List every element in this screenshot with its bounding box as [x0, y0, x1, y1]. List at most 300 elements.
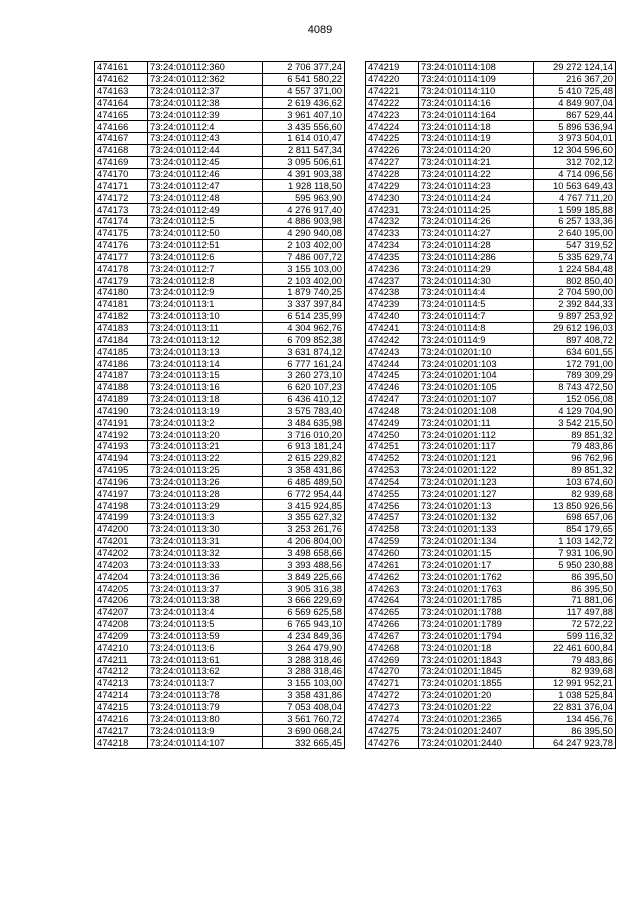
cadastral-number-cell: 73:24:010113:31: [148, 535, 263, 547]
cadastral-number-cell: 73:24:010114:23: [419, 180, 534, 192]
cadastral-number-cell: 73:24:010113:20: [148, 429, 263, 441]
cadastral-number-cell: 73:24:010113:36: [148, 571, 263, 583]
cadastral-number-cell: 73:24:010201:1845: [419, 666, 534, 678]
cadastral-value-cell: 6 913 181,24: [263, 441, 345, 453]
cadastral-value-cell: 5 410 725,48: [534, 85, 616, 97]
table-row: [366, 180, 616, 192]
cadastral-number-cell: 73:24:010112:46: [148, 168, 263, 180]
register-table-right-body: [366, 62, 616, 749]
cadastral-value-cell: 4 234 849,36: [263, 630, 345, 642]
cadastral-value-cell: 802 850,40: [534, 275, 616, 287]
table-row: [95, 666, 345, 678]
table-row: [95, 677, 345, 689]
cadastral-number-cell: 73:24:010201:1843: [419, 654, 534, 666]
cadastral-value-cell: 3 355 627,32: [263, 512, 345, 524]
cadastral-number-cell: 73:24:010201:1789: [419, 618, 534, 630]
row-number-cell: 474194: [95, 452, 148, 464]
table-row: [95, 239, 345, 251]
table-row: [95, 535, 345, 547]
row-number-cell: 474271: [366, 677, 419, 689]
cadastral-value-cell: 3 716 010,20: [263, 429, 345, 441]
table-row: [366, 642, 616, 654]
cadastral-number-cell: 73:24:010112:49: [148, 204, 263, 216]
row-number-cell: 474188: [95, 381, 148, 393]
table-row: [366, 192, 616, 204]
row-number-cell: 474238: [366, 287, 419, 299]
cadastral-value-cell: 3 288 318,46: [263, 666, 345, 678]
cadastral-number-cell: 73:24:010201:2440: [419, 737, 534, 749]
cadastral-value-cell: 1 614 010,47: [263, 133, 345, 145]
table-row: [95, 500, 345, 512]
cadastral-value-cell: 3 260 273,10: [263, 369, 345, 381]
cadastral-value-cell: 3 358 431,86: [263, 464, 345, 476]
table-row: [95, 381, 345, 393]
row-number-cell: 474212: [95, 666, 148, 678]
cadastral-number-cell: 73:24:010113:4: [148, 606, 263, 618]
cadastral-number-cell: 73:24:010113:38: [148, 594, 263, 606]
cadastral-value-cell: 3 575 783,40: [263, 405, 345, 417]
cadastral-value-cell: 2 615 229,82: [263, 452, 345, 464]
cadastral-value-cell: 3 358 431,86: [263, 689, 345, 701]
row-number-cell: 474174: [95, 215, 148, 227]
cadastral-number-cell: 73:24:010201:121: [419, 452, 534, 464]
row-number-cell: 474246: [366, 381, 419, 393]
table-row: [95, 476, 345, 488]
row-number-cell: 474204: [95, 571, 148, 583]
table-row: [366, 689, 616, 701]
cadastral-value-cell: 2 392 844,33: [534, 298, 616, 310]
cadastral-value-cell: 2 619 436,62: [263, 97, 345, 109]
cadastral-value-cell: 82 939,68: [534, 488, 616, 500]
row-number-cell: 474176: [95, 239, 148, 251]
cadastral-number-cell: 73:24:010201:112: [419, 429, 534, 441]
row-number-cell: 474206: [95, 594, 148, 606]
row-number-cell: 474170: [95, 168, 148, 180]
table-row: [95, 144, 345, 156]
row-number-cell: 474219: [366, 62, 419, 74]
table-row: [95, 654, 345, 666]
cadastral-number-cell: 73:24:010201:117: [419, 441, 534, 453]
table-row: [95, 405, 345, 417]
cadastral-value-cell: 4 304 962,76: [263, 322, 345, 334]
cadastral-value-cell: 6 257 133,36: [534, 215, 616, 227]
table-row: [366, 452, 616, 464]
table-row: [95, 630, 345, 642]
cadastral-value-cell: 3 288 318,46: [263, 654, 345, 666]
table-row: [95, 298, 345, 310]
table-row: [366, 168, 616, 180]
row-number-cell: 474223: [366, 109, 419, 121]
table-row: [95, 133, 345, 145]
cadastral-value-cell: 86 395,50: [534, 583, 616, 595]
row-number-cell: 474213: [95, 677, 148, 689]
cadastral-number-cell: 73:24:010114:20: [419, 144, 534, 156]
cadastral-value-cell: 3 337 397,84: [263, 298, 345, 310]
cadastral-value-cell: 3 498 658,66: [263, 547, 345, 559]
row-number-cell: 474250: [366, 429, 419, 441]
cadastral-number-cell: 73:24:010114:29: [419, 263, 534, 275]
cadastral-value-cell: 4 206 804,00: [263, 535, 345, 547]
row-number-cell: 474216: [95, 713, 148, 725]
cadastral-value-cell: 867 529,44: [534, 109, 616, 121]
cadastral-value-cell: 6 436 410,12: [263, 393, 345, 405]
row-number-cell: 474161: [95, 62, 148, 74]
cadastral-number-cell: 73:24:010114:22: [419, 168, 534, 180]
cadastral-value-cell: 3 095 506,61: [263, 156, 345, 168]
cadastral-number-cell: 73:24:010113:16: [148, 381, 263, 393]
row-number-cell: 474260: [366, 547, 419, 559]
cadastral-number-cell: 73:24:010114:4: [419, 287, 534, 299]
cadastral-number-cell: 73:24:010113:25: [148, 464, 263, 476]
table-row: [95, 594, 345, 606]
table-row: [366, 559, 616, 571]
cadastral-number-cell: 73:24:010112:7: [148, 263, 263, 275]
cadastral-number-cell: 73:24:010113:18: [148, 393, 263, 405]
cadastral-number-cell: 73:24:010113:61: [148, 654, 263, 666]
table-row: [366, 701, 616, 713]
cadastral-value-cell: 2 704 590,00: [534, 287, 616, 299]
table-row: [366, 606, 616, 618]
table-row: [366, 227, 616, 239]
table-row: [95, 263, 345, 275]
cadastral-number-cell: 73:24:010112:362: [148, 73, 263, 85]
cadastral-number-cell: 73:24:010113:30: [148, 523, 263, 535]
row-number-cell: 474263: [366, 583, 419, 595]
row-number-cell: 474243: [366, 346, 419, 358]
row-number-cell: 474268: [366, 642, 419, 654]
cadastral-value-cell: 4 557 371,00: [263, 85, 345, 97]
row-number-cell: 474240: [366, 310, 419, 322]
cadastral-value-cell: 96 762,96: [534, 452, 616, 464]
row-number-cell: 474276: [366, 737, 419, 749]
cadastral-value-cell: 2 811 547,34: [263, 144, 345, 156]
cadastral-value-cell: 3 542 215,50: [534, 417, 616, 429]
table-row: [366, 369, 616, 381]
cadastral-value-cell: 134 456,76: [534, 713, 616, 725]
row-number-cell: 474183: [95, 322, 148, 334]
row-number-cell: 474186: [95, 358, 148, 370]
row-number-cell: 474244: [366, 358, 419, 370]
cadastral-value-cell: 12 304 596,60: [534, 144, 616, 156]
cadastral-number-cell: 73:24:010113:1: [148, 298, 263, 310]
cadastral-value-cell: 172 791,00: [534, 358, 616, 370]
cadastral-number-cell: 73:24:010113:7: [148, 677, 263, 689]
row-number-cell: 474211: [95, 654, 148, 666]
cadastral-number-cell: 73:24:010113:5: [148, 618, 263, 630]
cadastral-value-cell: 22 831 376,04: [534, 701, 616, 713]
row-number-cell: 474253: [366, 464, 419, 476]
cadastral-value-cell: 13 850 926,56: [534, 500, 616, 512]
cadastral-number-cell: 73:24:010201:107: [419, 393, 534, 405]
row-number-cell: 474169: [95, 156, 148, 168]
row-number-cell: 474242: [366, 334, 419, 346]
cadastral-value-cell: 72 572,22: [534, 618, 616, 630]
cadastral-value-cell: 4 714 096,56: [534, 168, 616, 180]
cadastral-value-cell: 2 640 195,00: [534, 227, 616, 239]
table-row: [366, 725, 616, 737]
cadastral-value-cell: 89 851,32: [534, 464, 616, 476]
cadastral-value-cell: 2 706 377,24: [263, 62, 345, 74]
row-number-cell: 474262: [366, 571, 419, 583]
row-number-cell: 474237: [366, 275, 419, 287]
cadastral-number-cell: 73:24:010201:15: [419, 547, 534, 559]
cadastral-value-cell: 3 849 225,66: [263, 571, 345, 583]
cadastral-value-cell: 897 408,72: [534, 334, 616, 346]
cadastral-value-cell: 4 129 704,90: [534, 405, 616, 417]
row-number-cell: 474230: [366, 192, 419, 204]
cadastral-number-cell: 73:24:010113:78: [148, 689, 263, 701]
cadastral-value-cell: 3 561 760,72: [263, 713, 345, 725]
table-row: [95, 523, 345, 535]
row-number-cell: 474203: [95, 559, 148, 571]
cadastral-number-cell: 73:24:010114:110: [419, 85, 534, 97]
cadastral-number-cell: 73:24:010113:9: [148, 725, 263, 737]
cadastral-number-cell: 73:24:010113:80: [148, 713, 263, 725]
table-row: [366, 121, 616, 133]
cadastral-value-cell: 1 103 142,72: [534, 535, 616, 547]
register-table-right: [365, 61, 616, 749]
cadastral-number-cell: 73:24:010113:21: [148, 441, 263, 453]
cadastral-value-cell: 4 849 907,04: [534, 97, 616, 109]
cadastral-number-cell: 73:24:010114:108: [419, 62, 534, 74]
table-row: [95, 452, 345, 464]
cadastral-number-cell: 73:24:010112:9: [148, 287, 263, 299]
table-row: [95, 346, 345, 358]
row-number-cell: 474180: [95, 287, 148, 299]
cadastral-value-cell: 3 393 488,56: [263, 559, 345, 571]
table-row: [95, 725, 345, 737]
row-number-cell: 474201: [95, 535, 148, 547]
row-number-cell: 474198: [95, 500, 148, 512]
cadastral-number-cell: 73:24:010114:109: [419, 73, 534, 85]
table-row: [95, 571, 345, 583]
cadastral-number-cell: 73:24:010112:8: [148, 275, 263, 287]
table-row: [366, 500, 616, 512]
cadastral-number-cell: 73:24:010114:24: [419, 192, 534, 204]
cadastral-number-cell: 73:24:010112:360: [148, 62, 263, 74]
cadastral-value-cell: 82 939,68: [534, 666, 616, 678]
row-number-cell: 474222: [366, 97, 419, 109]
cadastral-value-cell: 789 309,29: [534, 369, 616, 381]
cadastral-value-cell: 3 905 316,38: [263, 583, 345, 595]
table-row: [366, 97, 616, 109]
cadastral-number-cell: 73:24:010201:2365: [419, 713, 534, 725]
table-row: [366, 441, 616, 453]
table-row: [366, 488, 616, 500]
cadastral-value-cell: 599 116,32: [534, 630, 616, 642]
cadastral-number-cell: 73:24:010114:286: [419, 251, 534, 263]
cadastral-number-cell: 73:24:010113:3: [148, 512, 263, 524]
cadastral-number-cell: 73:24:010113:6: [148, 642, 263, 654]
row-number-cell: 474167: [95, 133, 148, 145]
row-number-cell: 474173: [95, 204, 148, 216]
cadastral-number-cell: 73:24:010201:20: [419, 689, 534, 701]
row-number-cell: 474196: [95, 476, 148, 488]
cadastral-number-cell: 73:24:010113:33: [148, 559, 263, 571]
table-row: [95, 168, 345, 180]
table-row: [366, 476, 616, 488]
cadastral-value-cell: 1 224 584,48: [534, 263, 616, 275]
cadastral-number-cell: 73:24:010201:11: [419, 417, 534, 429]
cadastral-value-cell: 634 601,55: [534, 346, 616, 358]
row-number-cell: 474209: [95, 630, 148, 642]
cadastral-number-cell: 73:24:010201:1785: [419, 594, 534, 606]
cadastral-number-cell: 73:24:010201:122: [419, 464, 534, 476]
row-number-cell: 474258: [366, 523, 419, 535]
cadastral-value-cell: 4 767 711,20: [534, 192, 616, 204]
cadastral-value-cell: 2 103 402,00: [263, 239, 345, 251]
table-row: [366, 73, 616, 85]
cadastral-value-cell: 5 950 230,88: [534, 559, 616, 571]
row-number-cell: 474185: [95, 346, 148, 358]
row-number-cell: 474247: [366, 393, 419, 405]
cadastral-value-cell: 152 056,08: [534, 393, 616, 405]
cadastral-number-cell: 73:24:010114:7: [419, 310, 534, 322]
table-row: [95, 464, 345, 476]
row-number-cell: 474172: [95, 192, 148, 204]
row-number-cell: 474231: [366, 204, 419, 216]
table-row: [366, 239, 616, 251]
row-number-cell: 474199: [95, 512, 148, 524]
cadastral-number-cell: 73:24:010113:19: [148, 405, 263, 417]
cadastral-number-cell: 73:24:010113:29: [148, 500, 263, 512]
row-number-cell: 474224: [366, 121, 419, 133]
row-number-cell: 474225: [366, 133, 419, 145]
row-number-cell: 474261: [366, 559, 419, 571]
cadastral-value-cell: 86 395,50: [534, 725, 616, 737]
row-number-cell: 474214: [95, 689, 148, 701]
cadastral-number-cell: 73:24:010201:127: [419, 488, 534, 500]
row-number-cell: 474168: [95, 144, 148, 156]
cadastral-value-cell: 22 461 600,84: [534, 642, 616, 654]
table-row: [366, 381, 616, 393]
cadastral-number-cell: 73:24:010114:21: [419, 156, 534, 168]
table-row: [95, 583, 345, 595]
cadastral-value-cell: 6 620 107,23: [263, 381, 345, 393]
table-row: [95, 642, 345, 654]
row-number-cell: 474245: [366, 369, 419, 381]
table-row: [366, 204, 616, 216]
table-row: [366, 156, 616, 168]
cadastral-number-cell: 73:24:010112:51: [148, 239, 263, 251]
cadastral-number-cell: 73:24:010201:17: [419, 559, 534, 571]
table-row: [95, 121, 345, 133]
cadastral-number-cell: 73:24:010201:132: [419, 512, 534, 524]
row-number-cell: 474200: [95, 523, 148, 535]
row-number-cell: 474182: [95, 310, 148, 322]
cadastral-number-cell: 73:24:010113:79: [148, 701, 263, 713]
table-row: [95, 618, 345, 630]
table-row: [366, 666, 616, 678]
table-row: [366, 535, 616, 547]
table-row: [366, 62, 616, 74]
row-number-cell: 474165: [95, 109, 148, 121]
row-number-cell: 474226: [366, 144, 419, 156]
cadastral-number-cell: 73:24:010112:43: [148, 133, 263, 145]
cadastral-value-cell: 6 569 625,58: [263, 606, 345, 618]
cadastral-number-cell: 73:24:010113:32: [148, 547, 263, 559]
cadastral-number-cell: 73:24:010114:25: [419, 204, 534, 216]
table-row: [366, 594, 616, 606]
table-row: [95, 73, 345, 85]
table-row: [366, 334, 616, 346]
cadastral-value-cell: 332 665,45: [263, 737, 345, 749]
cadastral-number-cell: 73:24:010113:26: [148, 476, 263, 488]
row-number-cell: 474274: [366, 713, 419, 725]
table-row: [366, 310, 616, 322]
row-number-cell: 474235: [366, 251, 419, 263]
table-row: [366, 133, 616, 145]
cadastral-value-cell: 6 541 580,22: [263, 73, 345, 85]
cadastral-number-cell: 73:24:010114:5: [419, 298, 534, 310]
row-number-cell: 474181: [95, 298, 148, 310]
row-number-cell: 474272: [366, 689, 419, 701]
table-row: [366, 713, 616, 725]
cadastral-number-cell: 73:24:010114:30: [419, 275, 534, 287]
cadastral-number-cell: 73:24:010114:19: [419, 133, 534, 145]
row-number-cell: 474251: [366, 441, 419, 453]
cadastral-number-cell: 73:24:010113:11: [148, 322, 263, 334]
table-row: [95, 559, 345, 571]
cadastral-value-cell: 3 264 479,90: [263, 642, 345, 654]
cadastral-value-cell: 6 765 943,10: [263, 618, 345, 630]
cadastral-number-cell: 73:24:010112:50: [148, 227, 263, 239]
table-row: [95, 334, 345, 346]
row-number-cell: 474249: [366, 417, 419, 429]
row-number-cell: 474208: [95, 618, 148, 630]
table-row: [95, 701, 345, 713]
cadastral-number-cell: 73:24:010201:133: [419, 523, 534, 535]
cadastral-value-cell: 2 103 402,00: [263, 275, 345, 287]
row-number-cell: 474228: [366, 168, 419, 180]
table-row: [366, 287, 616, 299]
cadastral-number-cell: 73:24:010201:1794: [419, 630, 534, 642]
cadastral-value-cell: 854 179,65: [534, 523, 616, 535]
row-number-cell: 474252: [366, 452, 419, 464]
cadastral-value-cell: 6 772 954,44: [263, 488, 345, 500]
row-number-cell: 474270: [366, 666, 419, 678]
table-row: [366, 464, 616, 476]
cadastral-number-cell: 73:24:010201:1763: [419, 583, 534, 595]
cadastral-number-cell: 73:24:010114:28: [419, 239, 534, 251]
row-number-cell: 474177: [95, 251, 148, 263]
cadastral-number-cell: 73:24:010112:45: [148, 156, 263, 168]
table-row: [95, 215, 345, 227]
row-number-cell: 474175: [95, 227, 148, 239]
row-number-cell: 474255: [366, 488, 419, 500]
table-row: [95, 393, 345, 405]
row-number-cell: 474162: [95, 73, 148, 85]
row-number-cell: 474241: [366, 322, 419, 334]
cadastral-number-cell: 73:24:010114:9: [419, 334, 534, 346]
cadastral-number-cell: 73:24:010201:1855: [419, 677, 534, 689]
cadastral-number-cell: 73:24:010112:48: [148, 192, 263, 204]
table-row: [366, 109, 616, 121]
row-number-cell: 474234: [366, 239, 419, 251]
table-row: [366, 85, 616, 97]
table-row: [95, 417, 345, 429]
row-number-cell: 474190: [95, 405, 148, 417]
table-row: [366, 547, 616, 559]
cadastral-number-cell: 73:24:010113:2: [148, 417, 263, 429]
table-row: [366, 417, 616, 429]
cadastral-value-cell: 3 961 407,10: [263, 109, 345, 121]
cadastral-value-cell: 3 415 924,85: [263, 500, 345, 512]
cadastral-number-cell: 73:24:010113:28: [148, 488, 263, 500]
cadastral-number-cell: 73:24:010113:37: [148, 583, 263, 595]
cadastral-number-cell: 73:24:010114:18: [419, 121, 534, 133]
cadastral-number-cell: 73:24:010201:10: [419, 346, 534, 358]
